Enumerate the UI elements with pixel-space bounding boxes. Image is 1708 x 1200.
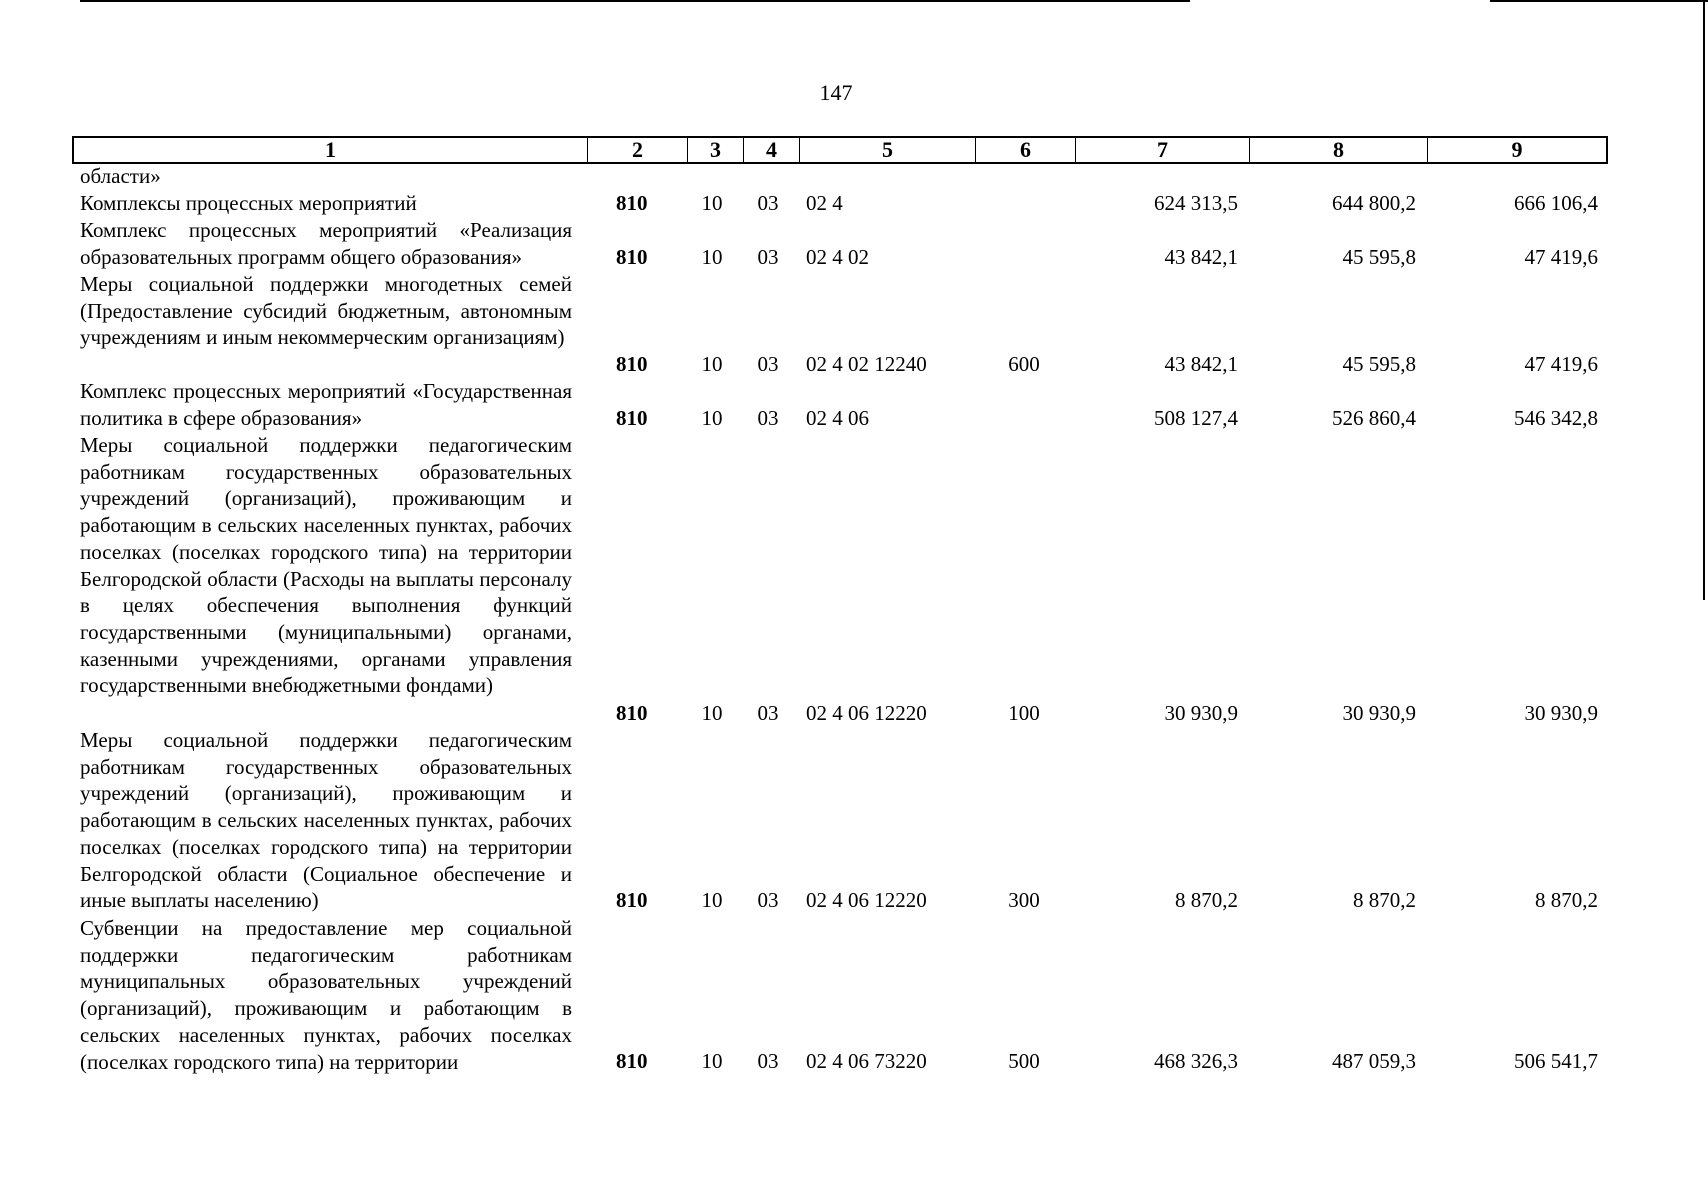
row-col-2: 810 xyxy=(616,406,648,430)
header-col-4: 4 xyxy=(744,138,800,162)
row-col-9: 30 930,9 xyxy=(1524,701,1598,725)
row-col-3: 10 xyxy=(701,245,723,269)
row-col-9: 8 870,2 xyxy=(1535,888,1598,912)
header-col-8: 8 xyxy=(1250,138,1428,162)
row-col-4: 03 xyxy=(757,245,779,269)
row-col-7: 43 842,1 xyxy=(1164,352,1238,376)
header-col-3: 3 xyxy=(688,138,744,162)
row-col-8: 8 870,2 xyxy=(1353,888,1416,912)
row-col-7: 43 842,1 xyxy=(1164,245,1238,269)
row-col-3: 10 xyxy=(701,352,723,376)
row-col-9: 666 106,4 xyxy=(1514,191,1598,215)
row-description: Комплекс процессных мероприятий «Государственная политика в сфере образования» xyxy=(80,379,572,430)
header-col-9: 9 xyxy=(1511,137,1523,162)
row-col-4: 03 xyxy=(757,406,779,430)
row-description: Меры социальной поддержки многодетных семей (Предоставление субсидий бюджетным, автономным учреждениям и иным некоммерческим организациям) xyxy=(80,272,572,350)
row-col-4: 03 xyxy=(757,888,779,912)
header-col-7: 7 xyxy=(1076,138,1250,162)
row-col-7: 468 326,3 xyxy=(1154,1049,1238,1073)
row-col-9: 47 419,6 xyxy=(1524,352,1598,376)
header-col-6: 6 xyxy=(976,138,1076,162)
row-col-8: 526 860,4 xyxy=(1332,406,1416,430)
row-col-5: 02 4 02 xyxy=(806,245,869,269)
row-col-5: 02 4 xyxy=(806,191,843,215)
row-col-4: 03 xyxy=(757,701,779,725)
row-col-2: 810 xyxy=(616,1049,648,1073)
header-col-2: 2 xyxy=(588,138,688,162)
row-description: Комплексы процессных мероприятий xyxy=(80,191,417,215)
row-col-5: 02 4 02 12240 xyxy=(806,352,927,376)
header-col-5: 5 xyxy=(800,138,976,162)
row-col-8: 45 595,8 xyxy=(1342,245,1416,269)
row-col-7: 30 930,9 xyxy=(1164,701,1238,725)
page-number: 147 xyxy=(819,80,853,105)
row-col-2: 810 xyxy=(616,245,648,269)
row-col-2: 810 xyxy=(616,352,648,376)
row-col-7: 508 127,4 xyxy=(1154,406,1238,430)
row-col-5: 02 4 06 12220 xyxy=(806,701,927,725)
row-description: области» xyxy=(80,164,161,188)
row-col-2: 810 xyxy=(616,888,648,912)
row-col-9: 506 541,7 xyxy=(1514,1049,1598,1073)
row-col-9: 47 419,6 xyxy=(1524,245,1598,269)
row-description: Меры социальной поддержки педагогическим работникам государственных образовательных учреждений (организаций), проживающим и работающим в сельских населенных пунктах, рабочих поселках (поселках городского типа) на территории Белгородской области (Расходы на выплаты персоналу в целях обеспечения выполнения функций государственными (муниципальными) органами, казенными учреждениями, органами управления государственными внебюджетными фондами) xyxy=(80,433,572,698)
row-col-3: 10 xyxy=(701,406,723,430)
header-col-1: 1 xyxy=(74,138,588,162)
row-description: Меры социальной поддержки педагогическим работникам государственных образовательных учреждений (организаций), проживающим и работающим в сельских населенных пунктах, рабочих поселках (поселках городского типа) на территории Белгородской области (Социальное обеспечение и иные выплаты населению) xyxy=(80,728,572,913)
top-right-edge-line xyxy=(1490,0,1708,2)
row-col-5: 02 4 06 73220 xyxy=(806,1049,927,1073)
row-col-6: 500 xyxy=(1008,1049,1040,1073)
row-col-5: 02 4 06 xyxy=(806,406,869,430)
row-col-3: 10 xyxy=(701,888,723,912)
row-description: Комплекс процессных мероприятий «Реализация образовательных программ общего образования» xyxy=(80,218,572,269)
row-col-2: 810 xyxy=(616,701,648,725)
row-col-6: 100 xyxy=(1008,701,1040,725)
row-col-4: 03 xyxy=(757,352,779,376)
row-col-6: 600 xyxy=(1008,352,1040,376)
row-col-4: 03 xyxy=(757,1049,779,1073)
row-description: Субвенции на предоставление мер социальной поддержки педагогическим работникам муниципальных образовательных учреждений (организаций), проживающим и работающим в сельских населенных пунктах, рабочих поселках (поселках городского типа) на территории xyxy=(80,916,572,1074)
row-col-8: 487 059,3 xyxy=(1332,1049,1416,1073)
row-col-8: 644 800,2 xyxy=(1332,191,1416,215)
row-col-8: 45 595,8 xyxy=(1342,352,1416,376)
row-col-3: 10 xyxy=(701,191,723,215)
row-col-2: 810 xyxy=(616,191,648,215)
table-header xyxy=(72,136,1608,164)
row-col-8: 30 930,9 xyxy=(1342,701,1416,725)
row-col-7: 624 313,5 xyxy=(1154,191,1238,215)
top-edge-line xyxy=(80,0,1190,2)
row-col-7: 8 870,2 xyxy=(1175,888,1238,912)
right-edge-line xyxy=(1703,0,1705,600)
row-col-3: 10 xyxy=(701,701,723,725)
row-col-3: 10 xyxy=(701,1049,723,1073)
row-col-6: 300 xyxy=(1008,888,1040,912)
row-col-4: 03 xyxy=(757,191,779,215)
row-col-5: 02 4 06 12220 xyxy=(806,888,927,912)
row-col-9: 546 342,8 xyxy=(1514,406,1598,430)
